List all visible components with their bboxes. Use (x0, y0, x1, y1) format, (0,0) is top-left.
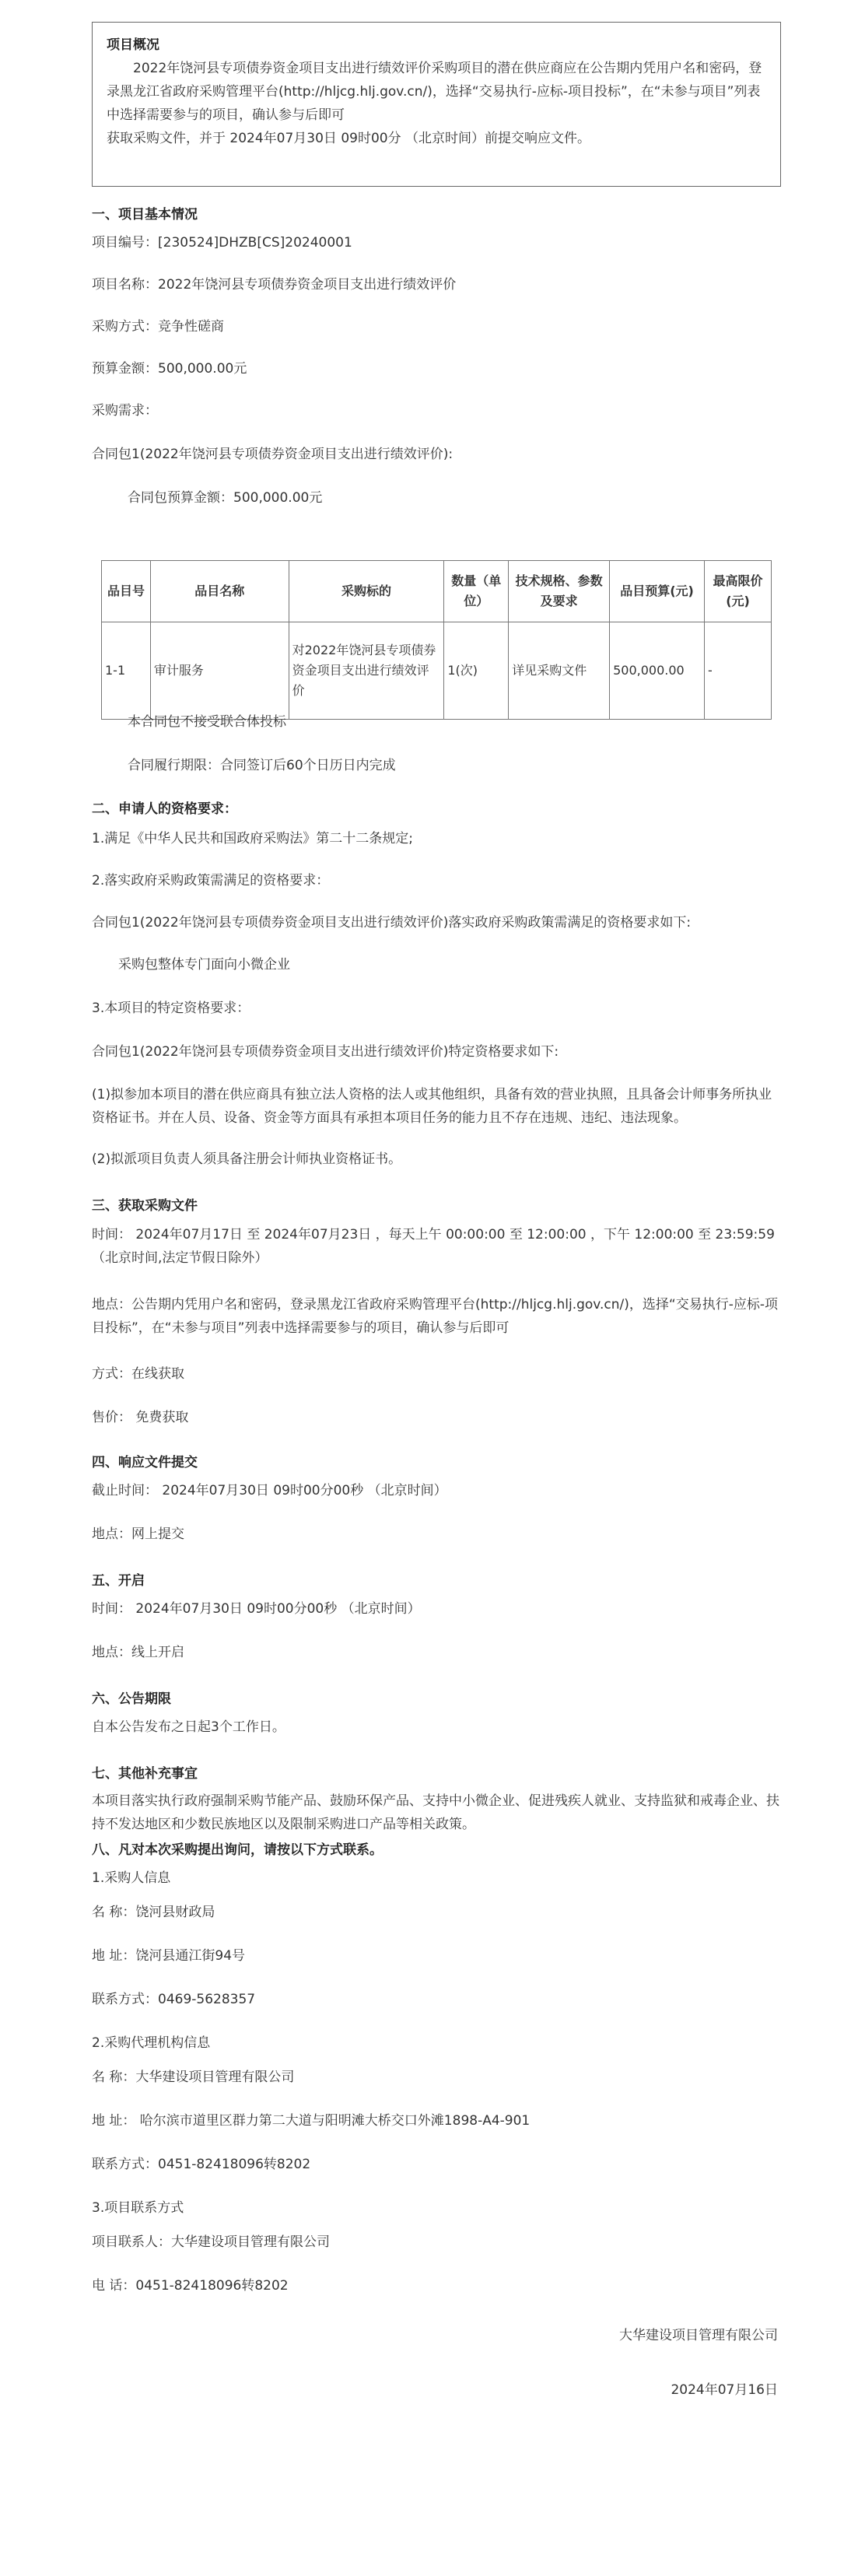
table-header-cell: 品目预算(元) (610, 561, 705, 622)
budget-amount: 预算金额：500,000.00元 (92, 361, 247, 377)
section-3-title: 三、获取采购文件 (92, 1198, 198, 1214)
supplementary-policy: 本项目落实执行政府强制采购节能产品、鼓励环保产品、支持中小微企业、促进残疾人就业、支持监狱和戒毒企业、扶持不发达地区和少数民族地区以及限制采购进口产品等相关政策。 (92, 1793, 779, 1832)
section-5-title: 五、开启 (92, 1573, 145, 1589)
section-1-title: 一、项目基本情况 (92, 207, 198, 223)
table-cell: 审计服务 (150, 622, 289, 720)
procurement-needs-label: 采购需求： (92, 403, 158, 419)
qualification-item-2-package: 合同包1(2022年饶河县专项债券资金项目支出进行绩效评价)落实政府采购政策需满足的资格要求如下: (92, 915, 692, 931)
opening-time: 时间： 2024年07月30日 09时00分00秒 （北京时间） (92, 1601, 421, 1617)
contact-phone: 电 话：0451-82418096转8202 (92, 2278, 289, 2294)
table-header-cell: 品目号 (102, 561, 151, 622)
table-cell: 1-1 (102, 622, 151, 720)
section-4-title: 四、响应文件提交 (92, 1455, 198, 1470)
agent-info-title: 2.采购代理机构信息 (92, 2035, 211, 2051)
table-cell: 对2022年饶河县专项债券资金项目支出进行绩效评价 (289, 622, 444, 720)
project-number: 项目编号：[230524]DHZB[CS]20240001 (92, 235, 352, 251)
qualification-item-2: 2.落实政府采购政策需满足的资格要求： (92, 873, 330, 888)
qualification-item-3-package: 合同包1(2022年饶河县专项债券资金项目支出进行绩效评价)特定资格要求如下: (92, 1044, 559, 1060)
footer-date: 2024年07月16日 (671, 2382, 778, 2398)
contact-person: 项目联系人：大华建设项目管理有限公司 (92, 2234, 330, 2250)
table-header-cell: 技术规格、参数及要求 (509, 561, 610, 622)
table-cell: 详见采购文件 (509, 622, 610, 720)
acquisition-way: 方式：在线获取 (92, 1366, 184, 1382)
qualification-item-1: 1.满足《中华人民共和国政府采购法》第二十二条规定; (92, 831, 413, 846)
project-name: 项目名称：2022年饶河县专项债券资金项目支出进行绩效评价 (92, 277, 457, 293)
buyer-address: 地 址：饶河县通江街94号 (92, 1948, 246, 1964)
acquisition-place: 地点：公告期内凭用户名和密码，登录黑龙江省政府采购管理平台(http://hljcg.hlj.gov.cn/)，选择“交易执行-应标-项目投标”，在“未参与项目”列表中选择需要参与的项目，确认参与后即可 (92, 1297, 778, 1336)
qualification-item-3: 3.本项目的特定资格要求： (92, 1001, 250, 1016)
project-overview-box (92, 22, 781, 187)
contract-period: 合同履行期限：合同签订后60个日历日内完成 (128, 758, 396, 773)
opening-place: 地点：线上开启 (92, 1645, 184, 1660)
agent-phone: 联系方式：0451-82418096转8202 (92, 2157, 311, 2172)
section-2-title: 二、申请人的资格要求： (92, 801, 237, 817)
table-cell: - (705, 622, 772, 720)
table-header-cell: 采购标的 (289, 561, 444, 622)
submission-place: 地点：网上提交 (92, 1526, 184, 1542)
procurement-items-table (101, 560, 772, 720)
contract-package-1: 合同包1(2022年饶河县专项债券资金项目支出进行绩效评价): (92, 447, 454, 462)
section-7-title: 七、其他补充事宜 (92, 1766, 198, 1782)
buyer-name: 名 称：饶河县财政局 (92, 1905, 215, 1920)
qualification-item-2-detail: 采购包整体专门面向小微企业 (118, 957, 290, 973)
overview-paragraph-2: 获取采购文件，并于 2024年07月30日 09时00分 （北京时间）前提交响应文件。 (107, 131, 591, 146)
section-6-title: 六、公告期限 (92, 1691, 171, 1707)
qualification-item-3-1: (1)拟参加本项目的潜在供应商具有独立法人资格的法人或其他组织，具备有效的营业执照，且具备会计师事务所执业资格证书。并在人员、设备、资金等方面具有承担本项目任务的能力且不存在违规、违纪、违法现象。 (92, 1087, 772, 1126)
no-consortium-note: 本合同包不接受联合体投标 (128, 714, 286, 730)
table-header-cell: 最高限价(元) (705, 561, 772, 622)
procurement-method: 采购方式：竞争性磋商 (92, 319, 224, 335)
table-cell: 1(次) (444, 622, 509, 720)
submission-deadline: 截止时间： 2024年07月30日 09时00分00秒 （北京时间） (92, 1483, 447, 1498)
announcement-period: 自本公告发布之日起3个工作日。 (92, 1719, 285, 1735)
acquisition-price: 售价： 免费获取 (92, 1410, 189, 1425)
table-header-cell: 品目名称 (150, 561, 289, 622)
buyer-info-title: 1.采购人信息 (92, 1870, 171, 1886)
table-header-row (102, 561, 772, 622)
footer-company: 大华建设项目管理有限公司 (619, 2328, 778, 2343)
qualification-item-3-2: (2)拟派项目负责人须具备注册会计师执业资格证书。 (92, 1151, 402, 1167)
overview-title: 项目概况 (107, 37, 159, 53)
agent-address: 地 址： 哈尔滨市道里区群力第二大道与阳明滩大桥交口外滩1898-A4-901 (92, 2113, 531, 2129)
table-cell: 500,000.00 (610, 622, 705, 720)
acquisition-time: 时间： 2024年07月17日 至 2024年07月23日 ，每天上午 00:00:00 至 12:00:00 ，下午 12:00:00 至 23:59:59 （北京时间,法定节假日除外） (92, 1227, 775, 1266)
buyer-phone: 联系方式：0469-5628357 (92, 1992, 256, 2007)
package-budget: 合同包预算金额：500,000.00元 (128, 490, 323, 506)
overview-paragraph-1: 2022年饶河县专项债券资金项目支出进行绩效评价采购项目的潜在供应商应在公告期内凭用户名和密码，登录黑龙江省政府采购管理平台(http://hljcg.hlj.gov.cn/)，选择“交易执行-应标-项目投标”，在“未参与项目”列表中选择需要参与的项目，确认参与后即可 (107, 61, 762, 123)
agent-name: 名 称：大华建设项目管理有限公司 (92, 2070, 295, 2085)
section-8-title: 八、凡对本次采购提出询问，请按以下方式联系。 (92, 1842, 383, 1858)
contact-info-title: 3.项目联系方式 (92, 2200, 184, 2216)
table-header-cell: 数量（单位） (444, 561, 509, 622)
table-row (102, 622, 772, 720)
